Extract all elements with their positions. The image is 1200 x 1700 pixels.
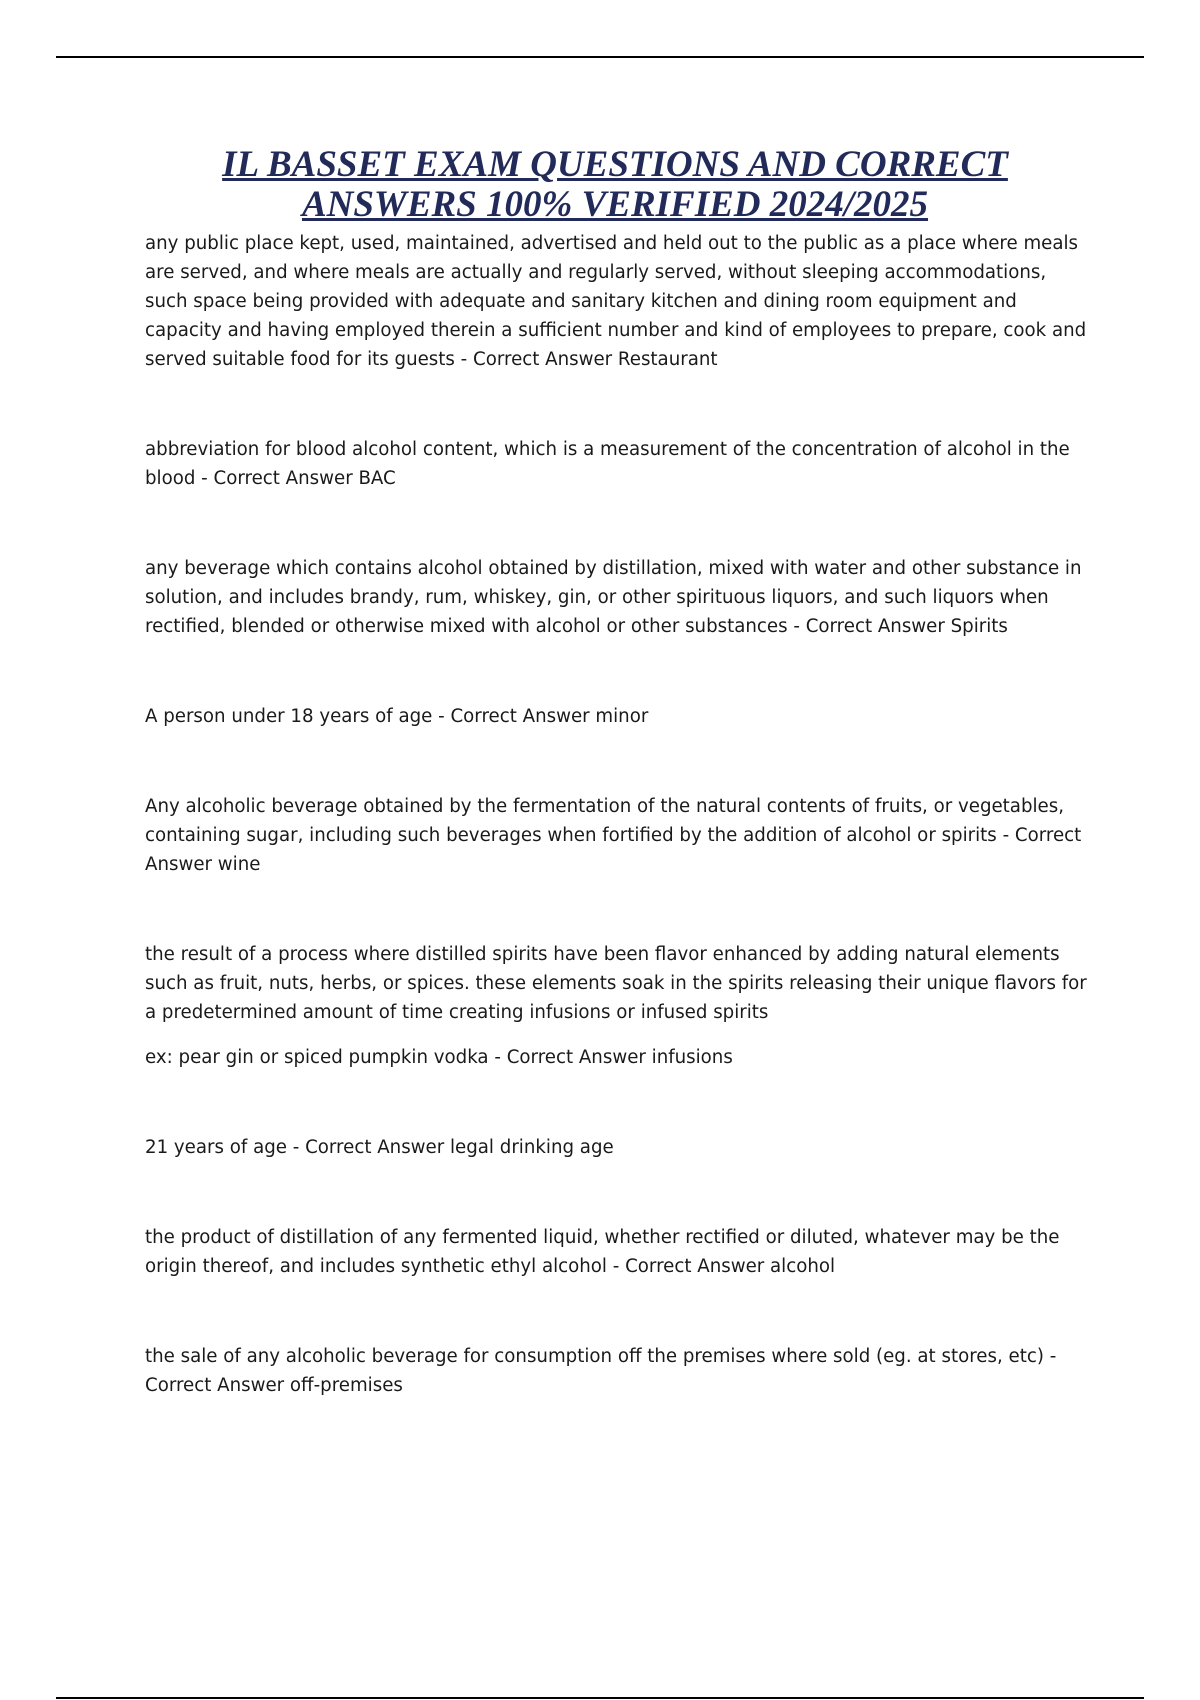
qa-entry-spirits: any beverage which contains alcohol obtained by distillation, mixed with water and other substance in solution, and includes brandy, rum, whiskey, gin, or other spirituous liquors, and such liquors when rectified, blended or otherwise mixed with alcohol or other substances - Correct Answer Spirits: [145, 558, 1082, 637]
qa-entry-bac: abbreviation for blood alcohol content, which is a measurement of the concentration of alcohol in the blood - Correct Answer BAC: [145, 439, 1070, 489]
qa-entry-off-premises: the sale of any alcoholic beverage for consumption off the premises where sold (eg. at stores, etc) - Correct Answer off-premises: [145, 1346, 1057, 1396]
qa-entry-alcohol: the product of distillation of any fermented liquid, whether rectified or diluted, whatever may be the origin thereof, and includes synthetic ethyl alcohol - Correct Answer alcohol: [145, 1227, 1060, 1277]
qa-entry-restaurant: any public place kept, used, maintained, advertised and held out to the public as a place where meals are served, and where meals are actually and regularly served, without sleeping accommodations, such space being provided with adequate and sanitary kitchen and dining room equipment and capacity and having employed therein a sufficient number and kind of employees to prepare, cook and served suitable food for its guests - Correct Answer Restaurant: [145, 233, 1087, 370]
qa-entry-wine: Any alcoholic beverage obtained by the fermentation of the natural contents of fruits, or vegetables, containing sugar, including such beverages when fortified by the addition of alcohol or spirits - Correct Answer wine: [145, 796, 1082, 875]
qa-entry-legal-drinking-age: 21 years of age - Correct Answer legal drinking age: [145, 1137, 614, 1158]
qa-entry-infusions-example: ex: pear gin or spiced pumpkin vodka - Correct Answer infusions: [145, 1047, 733, 1068]
bottom-rule: [56, 1697, 1144, 1699]
qa-list: [145, 229, 1090, 1400]
document-title: IL BASSET EXAM QUESTIONS AND CORRECT ANSWERS 100% VERIFIED 2024/2025: [222, 144, 1008, 225]
top-rule: [56, 56, 1144, 58]
qa-entry-minor: A person under 18 years of age - Correct Answer minor: [145, 706, 649, 727]
qa-entry-infusions-definition: the result of a process where distilled spirits have been flavor enhanced by adding natural elements such as fruit, nuts, herbs, or spices. these elements soak in the spirits releasing their unique flavors for a predetermined amount of time creating infusions or infused spirits: [145, 944, 1087, 1023]
